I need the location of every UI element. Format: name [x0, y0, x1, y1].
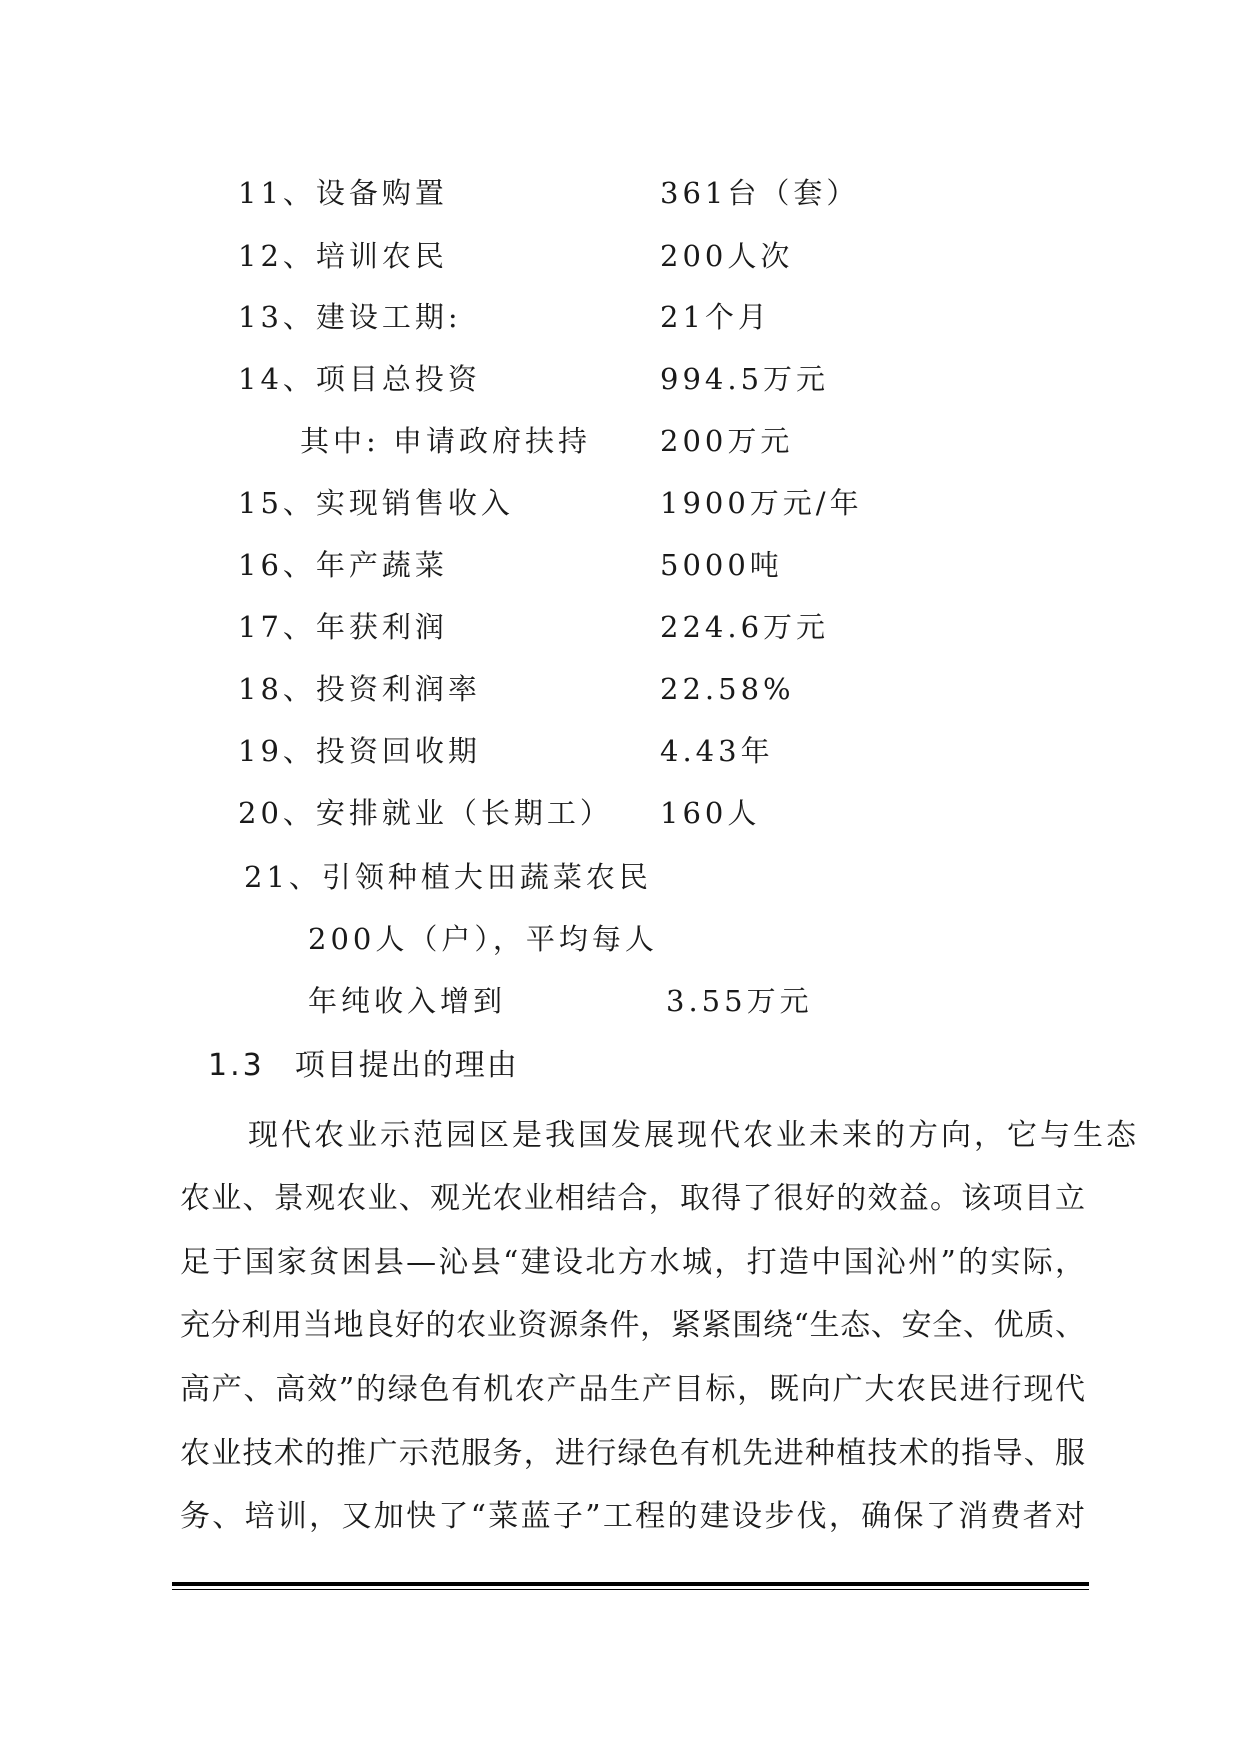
item-label: 18、投资利润率 — [238, 672, 481, 706]
item-value: 160人 — [660, 796, 761, 830]
item-value: 4.43年 — [660, 734, 774, 768]
section-number: 1.3 — [208, 1048, 265, 1083]
item-label: 200人（户），平均每人 — [308, 922, 658, 956]
item-value: 22.58% — [660, 672, 795, 706]
paragraph-line: 农业、景观农业、观光农业相结合，取得了很好的效益。该项目立 — [180, 1181, 1085, 1216]
item-value: 21个月 — [660, 300, 771, 334]
footer-rule-thin — [172, 1589, 1089, 1590]
paragraph-line: 足于国家贫困县—沁县“建设北方水城，打造中国沁州”的实际， — [180, 1245, 1085, 1280]
item-label: 其中: 申请政府扶持 — [300, 424, 591, 458]
paragraph-line: 充分利用当地良好的农业资源条件，紧紧围绕“生态、安全、优质、 — [180, 1308, 1085, 1343]
paragraph-line: 现代农业示范园区是我国发展现代农业未来的方向，它与生态 — [248, 1118, 1139, 1153]
item-value: 361台（套） — [660, 176, 860, 210]
item-value: 1900万元/年 — [660, 486, 863, 520]
section-heading — [208, 1046, 519, 1086]
item-label: 19、投资回收期 — [238, 734, 481, 768]
item-label: 16、年产蔬菜 — [238, 548, 448, 582]
item-value: 200人次 — [660, 239, 794, 273]
item-label: 11、设备购置 — [238, 176, 448, 210]
item-label: 20、安排就业（长期工） — [238, 796, 613, 830]
item-value: 200万元 — [660, 424, 794, 458]
item-label: 17、年获利润 — [238, 610, 448, 644]
item-value: 224.6万元 — [660, 610, 830, 644]
section-title: 项目提出的理由 — [294, 1048, 519, 1083]
paragraph-line: 农业技术的推广示范服务，进行绿色有机先进种植技术的指导、服 — [180, 1436, 1085, 1471]
item-label: 13、建设工期: — [238, 300, 462, 334]
item-label: 年纯收入增到 — [308, 984, 507, 1018]
item-label: 21、引领种植大田蔬菜农民 — [244, 860, 652, 894]
item-value: 3.55万元 — [666, 984, 813, 1018]
item-value: 994.5万元 — [660, 362, 830, 396]
item-value: 5000吨 — [660, 548, 783, 582]
paragraph-line: 务、培训，又加快了“菜蓝子”工程的建设步伐，确保了消费者对 — [180, 1499, 1085, 1534]
item-label: 15、实现销售收入 — [238, 486, 514, 520]
item-label: 12、培训农民 — [238, 239, 448, 273]
paragraph-line: 高产、高效”的绿色有机农产品生产目标，既向广大农民进行现代 — [180, 1372, 1085, 1407]
item-label: 14、项目总投资 — [238, 362, 481, 396]
footer-rule-thick — [172, 1582, 1089, 1586]
